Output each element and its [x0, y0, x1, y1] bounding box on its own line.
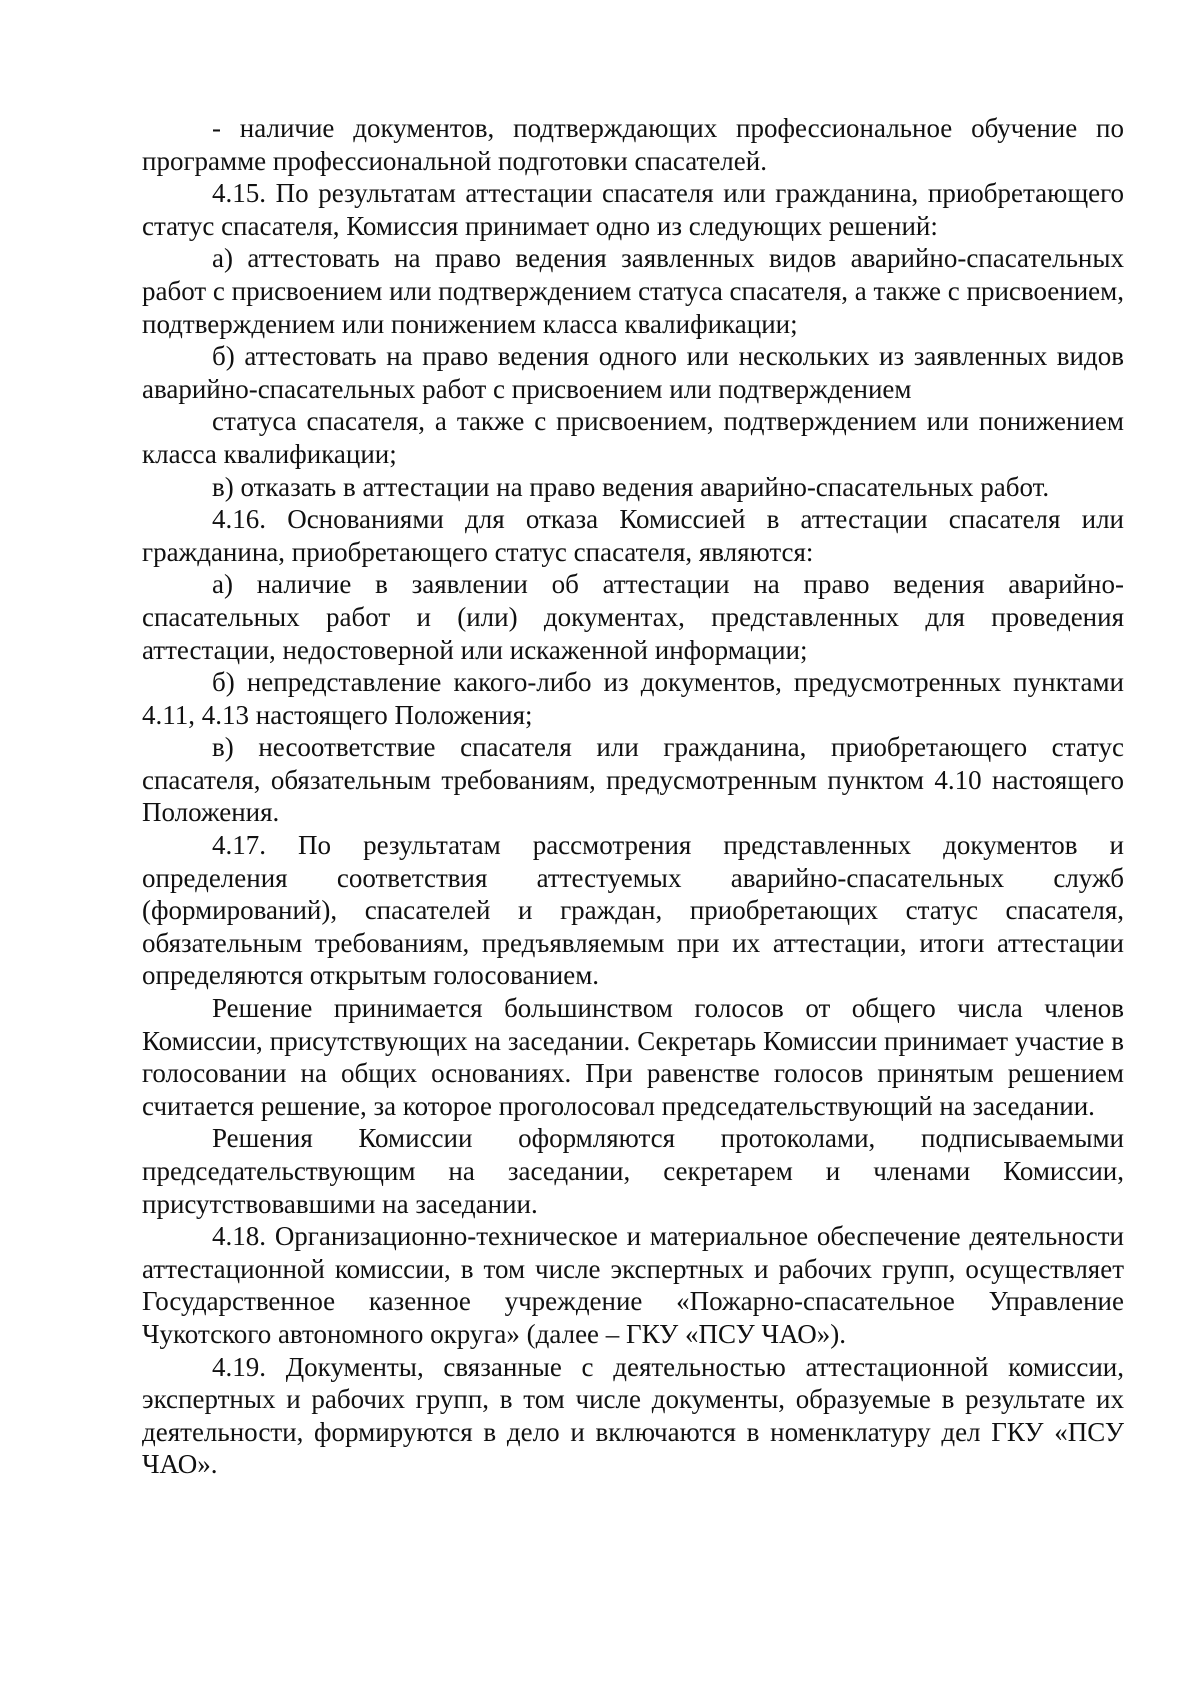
paragraph-4-15-b: б) аттестовать на право ведения одного или нескольких из заявленных видов аварийно-спасательных работ с присвоением или подтверждением	[142, 341, 1124, 404]
paragraph-training-documents: - наличие документов, подтверждающих профессиональное обучение по программе профессиональной подготовки спасателей.	[142, 113, 1124, 176]
paragraph-4-18: 4.18. Организационно-техническое и материальное обеспечение деятельности аттестационной комиссии, в том числе экспертных и рабочих групп, осуществляет Государственное казенное учреждение «Пожарно-спасательное Управление Чукотского автономного округа» (далее – ГКУ «ПСУ ЧАО»).	[142, 1221, 1124, 1349]
paragraph-decision-protocols: Решения Комиссии оформляются протоколами, подписываемыми председательствующим на заседании, секретарем и членами Комиссии, присутствовавшими на заседании.	[142, 1123, 1124, 1219]
paragraph-4-16-v: в) несоответствие спасателя или гражданина, приобретающего статус спасателя, обязательным требованиям, предусмотренным пунктом 4.10 настоящего Положения.	[142, 732, 1124, 828]
paragraph-4-15-b-continued: статуса спасателя, а также с присвоением, подтверждением или понижением класса квалификации;	[142, 406, 1124, 469]
paragraph-4-17: 4.17. По результатам рассмотрения представленных документов и определения соответствия аттестуемых аварийно-спасательных служб (формирований), спасателей и граждан, приобретающих статус спасателя, обязательным требованиям, предъявляемым при их аттестации, итоги аттестации определяются открытым голосованием.	[142, 830, 1124, 991]
paragraph-4-16-a: а) наличие в заявлении об аттестации на право ведения аварийно-спасательных работ и (или) документах, представленных для проведения аттестации, недостоверной или искаженной информации;	[142, 569, 1124, 665]
paragraph-4-16-b: б) непредставление какого-либо из документов, предусмотренных пунктами 4.11, 4.13 настоящего Положения;	[142, 667, 1124, 730]
paragraph-4-19: 4.19. Документы, связанные с деятельностью аттестационной комиссии, экспертных и рабочих групп, в том числе документы, образуемые в результате их деятельности, формируются в дело и включаются в номенклатуру дел ГКУ «ПСУ ЧАО».	[142, 1351, 1124, 1480]
paragraph-decision-voting: Решение принимается большинством голосов от общего числа членов Комиссии, присутствующих на заседании. Секретарь Комиссии принимает участие в голосовании на общих основаниях. При равенстве голосов принятым решением считается решение, за которое проголосовал председательствующий на заседании.	[142, 993, 1124, 1121]
document-body	[142, 112, 1124, 1481]
paragraph-4-16: 4.16. Основаниями для отказа Комиссией в аттестации спасателя или гражданина, приобретающего статус спасателя, являются:	[142, 504, 1124, 567]
paragraph-4-15: 4.15. По результатам аттестации спасателя или гражданина, приобретающего статус спасателя, Комиссия принимает одно из следующих решений:	[142, 178, 1124, 241]
paragraph-4-15-a: а) аттестовать на право ведения заявленных видов аварийно-спасательных работ с присвоением или подтверждением статуса спасателя, а также с присвоением, подтверждением или понижением класса квалификации;	[142, 243, 1124, 339]
paragraph-4-15-v: в) отказать в аттестации на право ведения аварийно-спасательных работ.	[212, 471, 1050, 502]
